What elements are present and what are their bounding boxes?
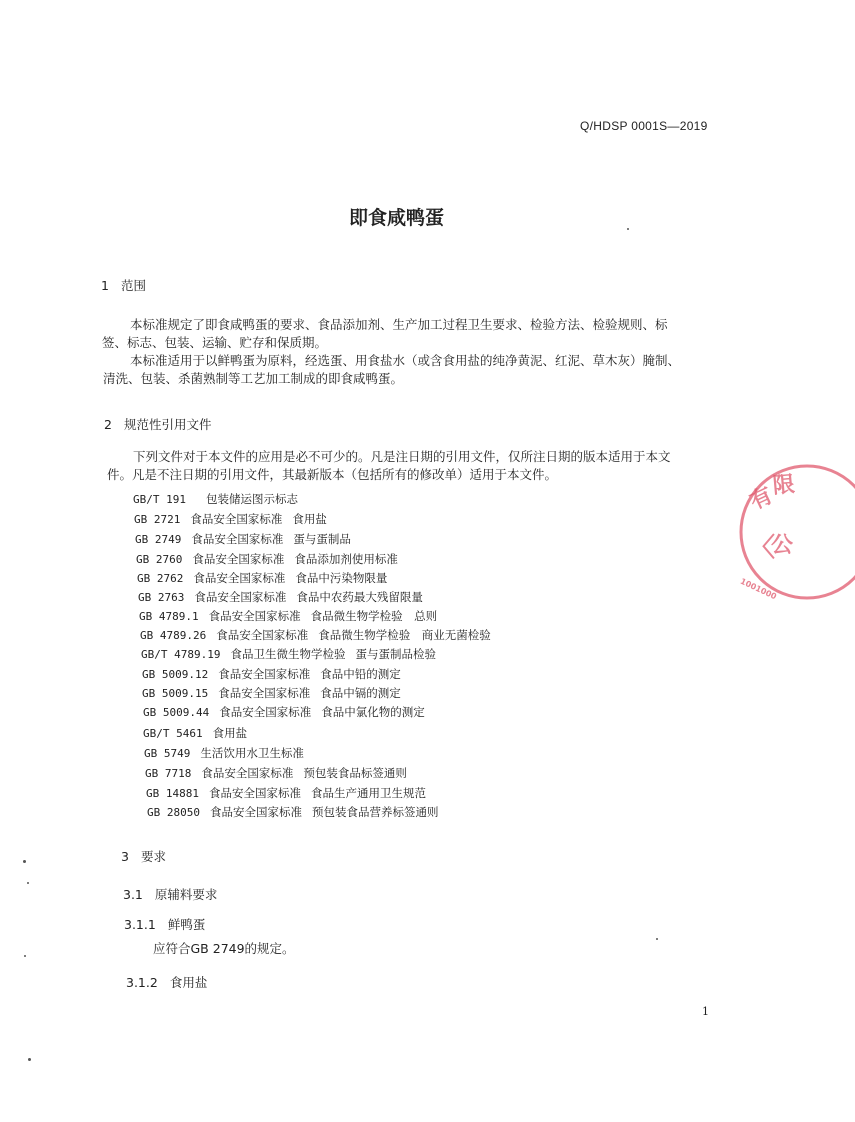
reference-item: GB/T 4789.19 食品卫生微生物学检验 蛋与蛋制品检验 — [141, 647, 436, 661]
section-1-para-2-line-1: 本标准适用于以鲜鸭蛋为原料，经选蛋、用食盐水（或含食用盐的纯净黄泥、红泥、草木灰）腌制、 — [130, 353, 681, 368]
section-title: 食用盐 — [169, 975, 208, 990]
reference-item: GB/T 5461 食用盐 — [143, 726, 248, 740]
section-1-para-2-line-2: 清洗、包装、杀菌熟制等工艺加工制成的即食咸鸭蛋。 — [103, 371, 404, 386]
reference-item: GB 28050 食品安全国家标准 预包装食品营养标签通则 — [147, 805, 439, 819]
reference-item: GB 14881 食品安全国家标准 食品生产通用卫生规范 — [146, 786, 426, 800]
section-1-para-1-line-1: 本标准规定了即食咸鸭蛋的要求、食品添加剂、生产加工过程卫生要求、检验方法、检验规则、标 — [130, 317, 668, 332]
section-title: 规范性引用文件 — [123, 417, 212, 432]
section-3-heading — [121, 847, 166, 865]
section-number: 3.1.1 — [124, 917, 156, 932]
section-title: 原辅料要求 — [154, 887, 218, 902]
scan-speck — [656, 938, 658, 940]
section-title: 范围 — [120, 278, 146, 293]
reference-item: GB 2749 食品安全国家标准 蛋与蛋制品 — [135, 532, 351, 546]
reference-item: GB 5009.12 食品安全国家标准 食品中铅的测定 — [142, 667, 401, 681]
scan-speck — [627, 228, 629, 230]
scan-speck — [28, 1058, 31, 1061]
svg-text:公: 公 — [771, 533, 794, 558]
reference-item: GB 5009.15 食品安全国家标准 食品中镉的测定 — [142, 686, 401, 700]
section-1-heading — [101, 276, 146, 294]
svg-text:〈: 〈 — [749, 533, 776, 563]
section-3-1-1-heading — [124, 915, 205, 933]
document-title: 即食咸鸭蛋 — [348, 207, 444, 229]
section-2-heading — [104, 415, 211, 433]
section-3-1-1-text: 应符合GB 2749的规定。 — [153, 941, 295, 956]
section-2-para-line-2: 件。凡是不注日期的引用文件，其最新版本（包括所有的修改单）适用于本文件。 — [107, 467, 558, 482]
document-code: Q/HDSP 0001S—2019 — [580, 119, 708, 133]
section-3-1-2-heading — [126, 973, 207, 991]
reference-item: GB 2760 食品安全国家标准 食品添加剂使用标准 — [136, 552, 398, 566]
section-title: 鲜鸭蛋 — [167, 917, 206, 932]
reference-item: GB 4789.1 食品安全国家标准 食品微生物学检验 总则 — [139, 609, 438, 623]
scan-speck — [24, 955, 26, 957]
section-number: 2 — [104, 417, 112, 432]
reference-item: GB 5749 生活饮用水卫生标准 — [144, 746, 304, 760]
svg-text:限: 限 — [771, 472, 796, 500]
svg-text:有: 有 — [746, 483, 777, 516]
section-2-para-line-1: 下列文件对于本文件的应用是必不可少的。凡是注日期的引用文件，仅所注日期的版本适用于本文 — [133, 449, 671, 464]
reference-item: GB 2762 食品安全国家标准 食品中污染物限量 — [137, 571, 388, 585]
svg-text:1001000: 1001000 — [738, 576, 778, 602]
section-number: 3 — [121, 849, 129, 864]
reference-item: GB 7718 食品安全国家标准 预包装食品标签通则 — [145, 766, 407, 780]
reference-item: GB 5009.44 食品安全国家标准 食品中氯化物的测定 — [143, 705, 425, 719]
section-3-1-heading — [123, 885, 217, 903]
company-seal-stamp — [735, 460, 855, 610]
section-number: 3.1 — [123, 887, 143, 902]
reference-item: GB 2721 食品安全国家标准 食用盐 — [134, 512, 327, 526]
reference-item: GB/T 191 包装储运图示标志 — [133, 492, 298, 506]
section-number: 3.1.2 — [126, 975, 158, 990]
scan-speck — [27, 882, 29, 884]
reference-item: GB 2763 食品安全国家标准 食品中农药最大残留限量 — [138, 590, 423, 604]
reference-item: GB 4789.26 食品安全国家标准 食品微生物学检验 商业无菌检验 — [140, 628, 491, 642]
scan-speck — [23, 860, 26, 863]
section-1-para-1-line-2: 签、标志、包装、运输、贮存和保质期。 — [102, 335, 328, 350]
section-number: 1 — [101, 278, 109, 293]
section-title: 要求 — [140, 849, 166, 864]
page-number: 1 — [702, 1005, 709, 1018]
